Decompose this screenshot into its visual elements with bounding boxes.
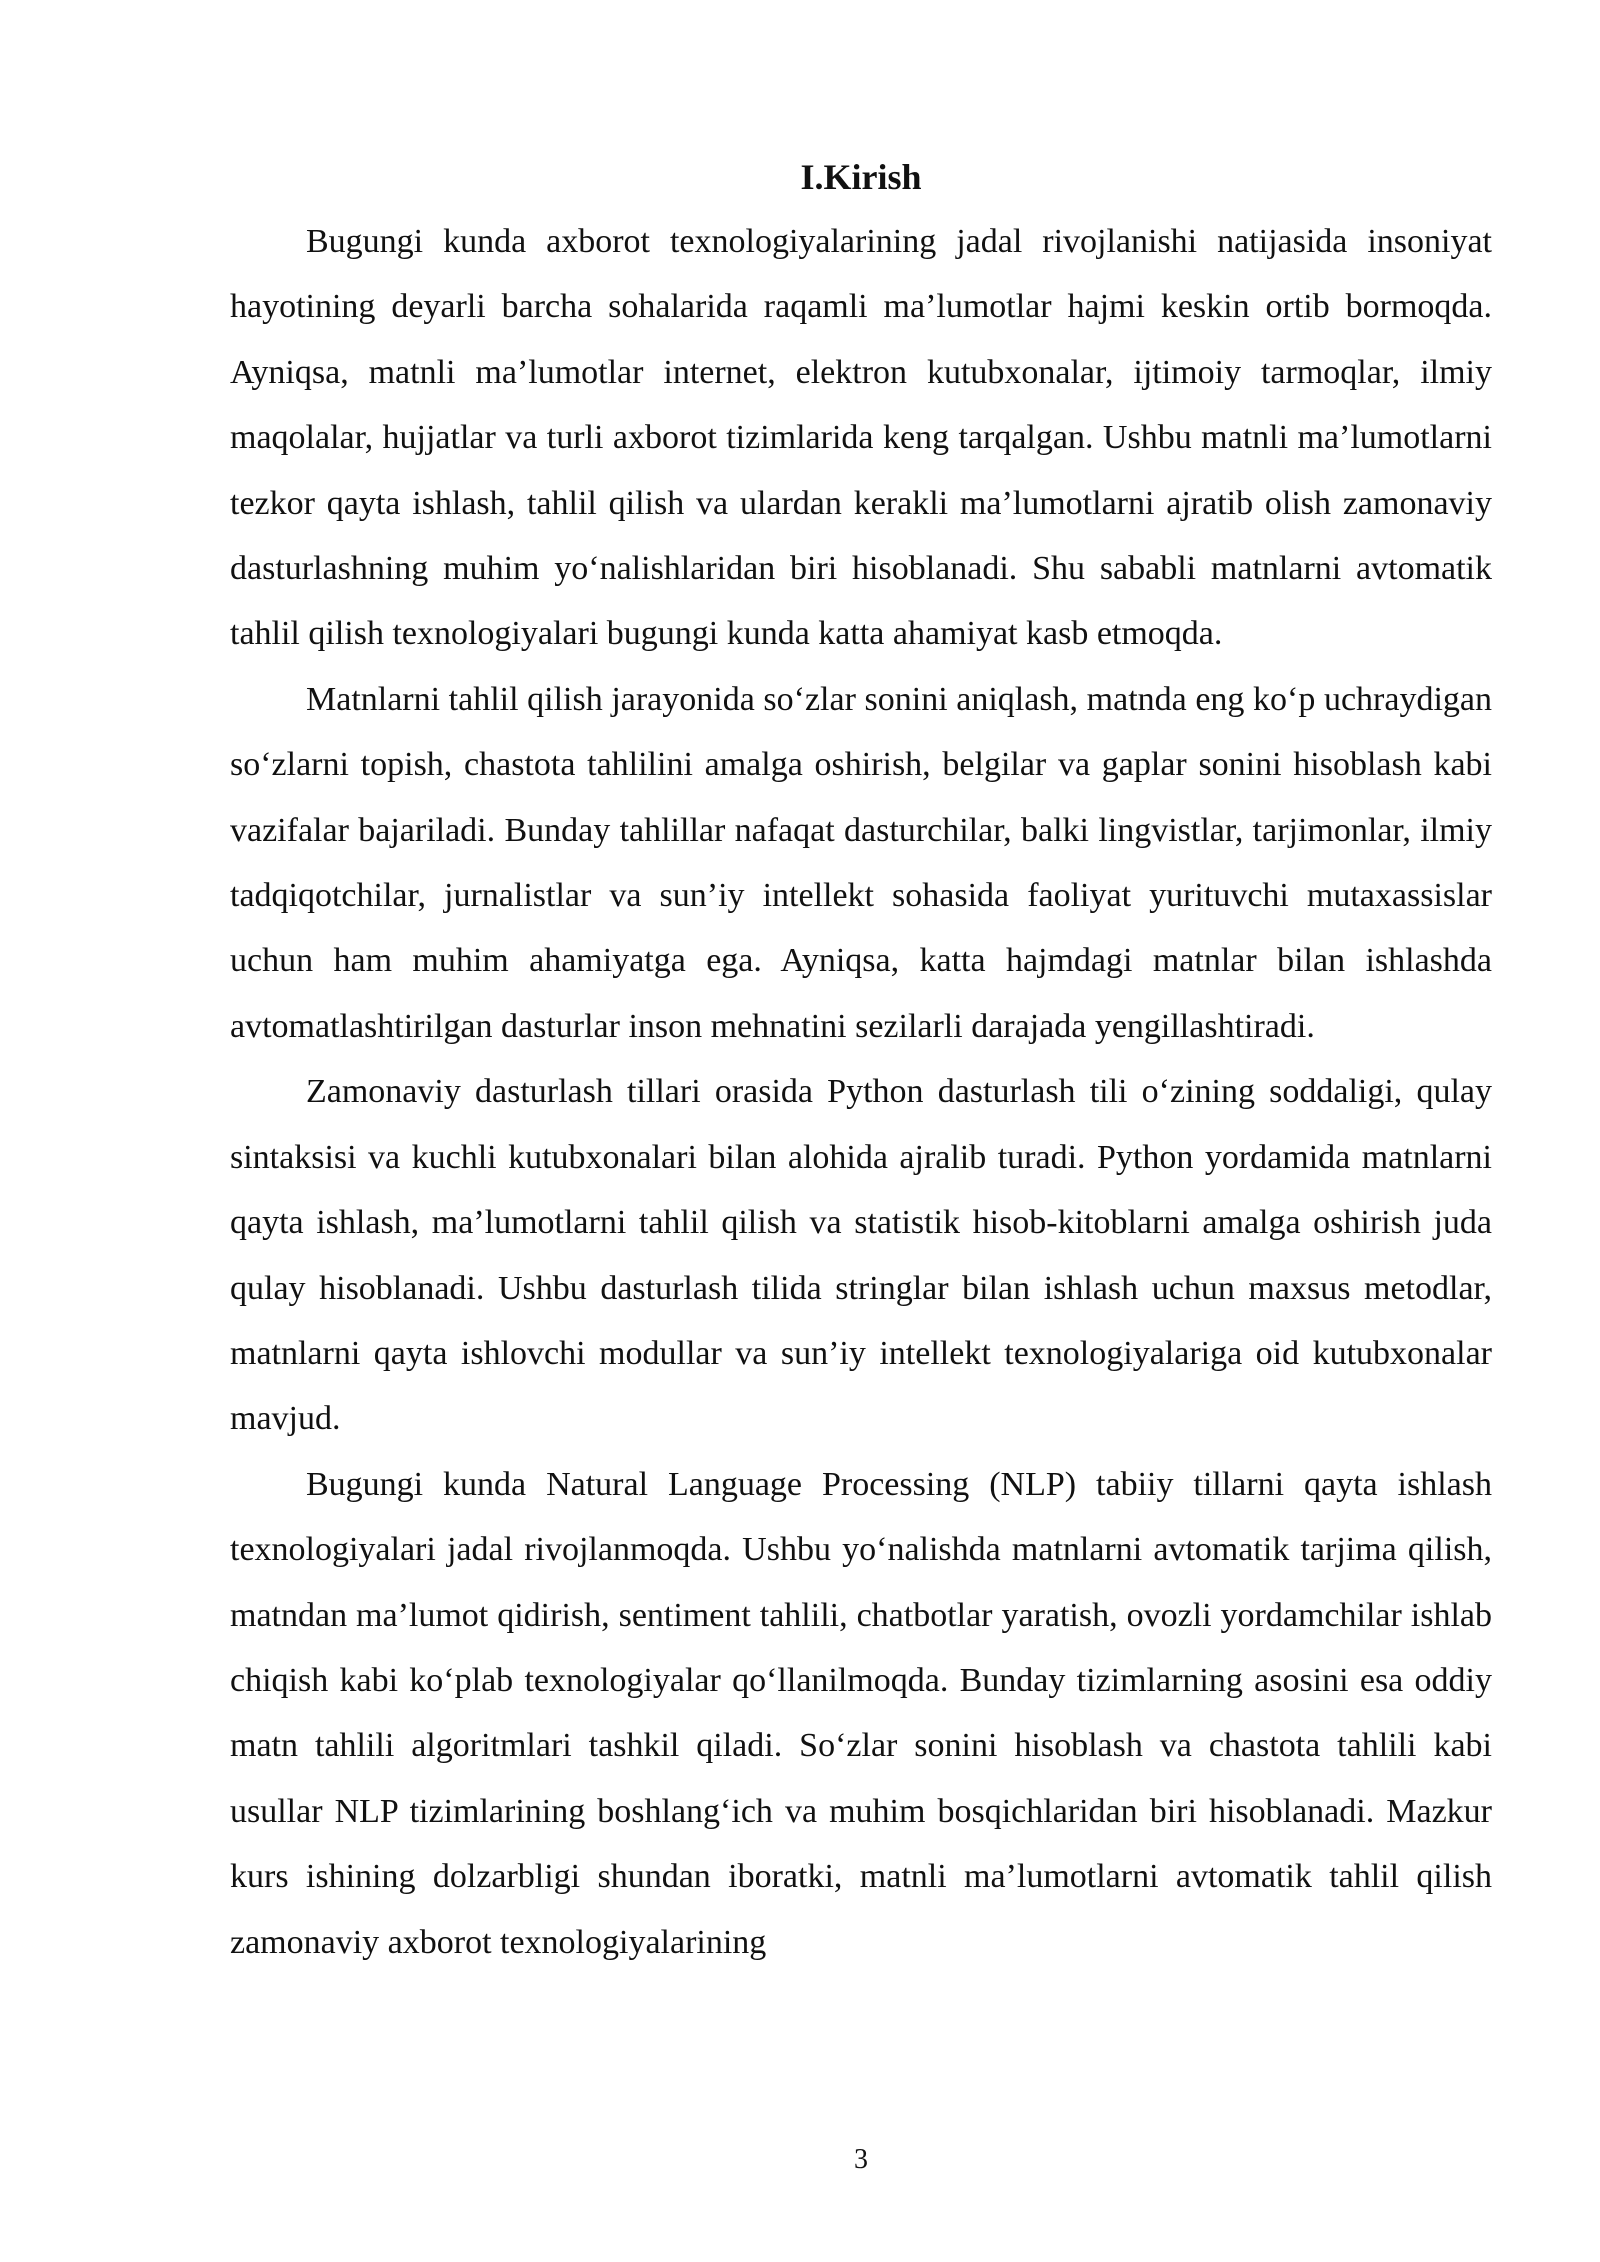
page-content — [230, 145, 1492, 1975]
paragraph-3: Zamonaviy dasturlash tillari orasida Python dasturlash tili o‘zining soddaligi, qulay sintaksisi va kuchli kutubxonalari bilan alohida ajralib turadi. Python yordamida matnlarni qayta ishlash, ma’lumotlarni tahlil qilish va statistik hisob-kitoblarni amalga oshirish juda qulay hisoblanadi. Ushbu dasturlash tilida stringlar bilan ishlash uchun maxsus metodlar, matnlarni qayta ishlovchi modullar va sun’iy intellekt texnologiyalariga oid kutubxonalar mavjud. — [230, 1073, 1492, 1438]
section-title: I.Kirish — [800, 157, 922, 197]
page-number: 3 — [854, 2144, 868, 2175]
paragraph-4: Bugungi kunda Natural Language Processing (NLP) tabiiy tillarni qayta ishlash texnologiyalari jadal rivojlanmoqda. Ushbu yo‘nalishda matnlarni avtomatik tarjima qilish, matndan ma’lumot qidirish, sentiment tahlili, chatbotlar yaratish, ovozli yordamchilar ishlab chiqish kabi ko‘plab texnologiyalar qo‘llanilmoqda. Bunday tizimlarning asosini esa oddiy matn tahlili algoritmlari tashkil qiladi. So‘zlar sonini hisoblash va chastota tahlili kabi usullar NLP tizimlarining boshlang‘ich va muhim bosqichlaridan biri hisoblanadi. Mazkur kurs ishining dolzarbligi shundan iboratki, matnli ma’lumotlarni avtomatik tahlil qilish zamonaviy axborot texnologiyalarining — [230, 1465, 1492, 1961]
paragraph-1: Bugungi kunda axborot texnologiyalarining jadal rivojlanishi natijasida insoniyat hayotining deyarli barcha sohalarida raqamli ma’lumotlar hajmi keskin ortib bormoqda. Ayniqsa, matnli ma’lumotlar internet, elektron kutubxonalar, ijtimoiy tarmoqlar, ilmiy maqolalar, hujjatlar va turli axborot tizimlarida keng tarqalgan. Ushbu matnli ma’lumotlarni tezkor qayta ishlash, tahlil qilish va ulardan kerakli ma’lumotlarni ajratib olish zamonaviy dasturlashning muhim yo‘nalishlaridan biri hisoblanadi. Shu sababli matnlarni avtomatik tahlil qilish texnologiyalari bugungi kunda katta ahamiyat kasb etmoqda. — [230, 223, 1492, 653]
paragraph-2: Matnlarni tahlil qilish jarayonida so‘zlar sonini aniqlash, matnda eng ko‘p uchraydigan so‘zlarni topish, chastota tahlilini amalga oshirish, belgilar va gaplar sonini hisoblash kabi vazifalar bajariladi. Bunday tahlillar nafaqat dasturchilar, balki lingvistlar, tarjimonlar, ilmiy tadqiqotchilar, jurnalistlar va sun’iy intellekt sohasida faoliyat yurituvchi mutaxassislar uchun ham muhim ahamiyatga ega. Ayniqsa, katta hajmdagi matnlar bilan ishlashda avtomatlashtirilgan dasturlar inson mehnatini sezilarli darajada yengillashtiradi. — [230, 680, 1492, 1045]
